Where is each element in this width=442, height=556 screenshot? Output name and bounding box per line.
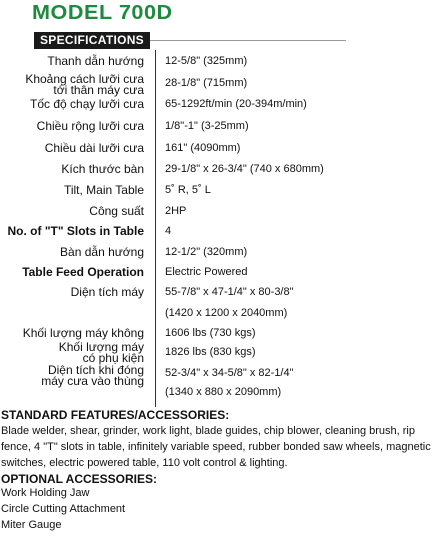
optional-item: Circle Cutting Attachment bbox=[1, 503, 126, 515]
optional-item: Work Holding Jaw bbox=[1, 487, 90, 499]
spec-value: 5˚ R, 5˚ L bbox=[165, 184, 211, 196]
header-rule bbox=[150, 40, 346, 41]
spec-label: Kích thước bàn bbox=[61, 162, 144, 176]
optional-accessories-heading: OPTIONAL ACCESSORIES: bbox=[1, 472, 158, 486]
spec-label: Khối lượng máy không bbox=[22, 326, 144, 340]
spec-label: Table Feed Operation bbox=[22, 265, 144, 279]
spec-label: No. of "T" Slots in Table bbox=[7, 224, 144, 238]
spec-label-line: máy cưa vào thùng bbox=[41, 374, 144, 388]
spec-value: 55-7/8" x 47-1/4" x 80-3/8" bbox=[165, 286, 294, 298]
spec-label: Chiều rộng lưỡi cưa bbox=[36, 119, 144, 133]
spec-label-line: tới thân máy cưa bbox=[53, 83, 144, 97]
spec-label: Tốc độ chạy lưỡi cưa bbox=[30, 97, 144, 111]
spec-value: 12-1/2" (320mm) bbox=[165, 246, 248, 258]
standard-features-text: Blade welder, shear, grinder, work light, blade guides, chip blower, cleaning brush, rip fence, 4 "T" slots in table, infinitely variable speed, rubber bonded saw wheels, magnetic switches, electric powered table, 110 volt control & lighting. bbox=[1, 425, 431, 469]
spec-label bbox=[59, 342, 144, 364]
spec-value: 29-1/8" x 26-3/4" (740 x 680mm) bbox=[165, 163, 324, 175]
spec-value: 12-5/8" (325mm) bbox=[165, 55, 248, 67]
specifications-badge: SPECIFICATIONS bbox=[34, 32, 150, 49]
spec-label-line: Khối lượng máy bbox=[58, 340, 144, 354]
spec-label: Tilt, Main Table bbox=[63, 183, 144, 197]
spec-value: 1826 lbs (830 kgs) bbox=[165, 346, 256, 358]
spec-value: (1420 x 1200 x 2040mm) bbox=[165, 307, 288, 319]
spec-value: 65-1292ft/min (20-394m/min) bbox=[165, 98, 307, 110]
spec-label-line: Diện tích khi đóng bbox=[47, 363, 144, 377]
spec-value: 161" (4090mm) bbox=[165, 142, 241, 154]
spec-value: 1606 lbs (730 kgs) bbox=[165, 327, 256, 339]
spec-label bbox=[41, 365, 144, 387]
spec-label bbox=[25, 74, 144, 96]
spec-label: Thanh dẫn hướng bbox=[47, 54, 144, 68]
spec-label: Bàn dẫn hướng bbox=[60, 245, 144, 259]
spec-value: 52-3/4" x 34-5/8" x 82-1/4" bbox=[165, 367, 294, 379]
spec-label-line: Khoảng cách lưỡi cưa bbox=[25, 72, 144, 86]
spec-divider bbox=[155, 50, 156, 407]
spec-value: (1340 x 880 x 2090mm) bbox=[165, 386, 282, 398]
model-title: MODEL 700D bbox=[32, 2, 173, 24]
spec-value: 4 bbox=[165, 225, 172, 237]
spec-value: Electric Powered bbox=[165, 266, 248, 278]
spec-label-line: có phụ kiện bbox=[82, 351, 144, 365]
spec-value: 28-1/8" (715mm) bbox=[165, 77, 248, 89]
spec-value: 1/8"-1" (3-25mm) bbox=[165, 120, 249, 132]
spec-value: 2HP bbox=[165, 205, 187, 217]
optional-item: Miter Gauge bbox=[1, 519, 62, 531]
spec-label: Công suất bbox=[89, 204, 144, 218]
spec-label: Diện tích máy bbox=[70, 285, 144, 299]
spec-label: Chiều dài lưỡi cưa bbox=[44, 141, 144, 155]
standard-features-heading: STANDARD FEATURES/ACCESSORIES: bbox=[1, 408, 230, 422]
